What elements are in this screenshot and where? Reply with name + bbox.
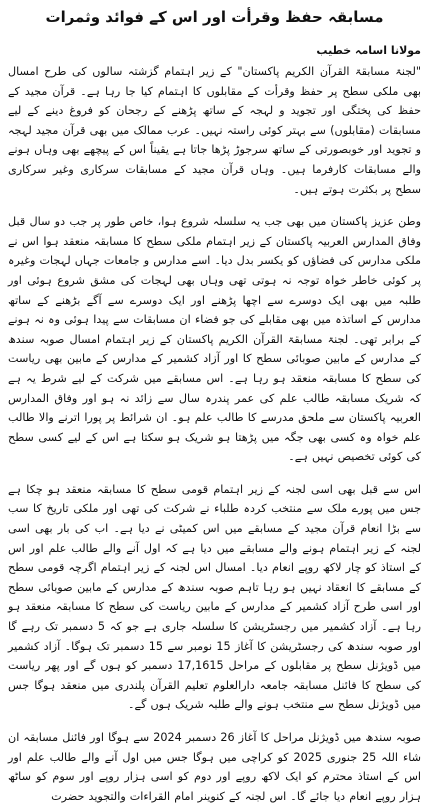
author-name: مولانا اسامہ خطیب [316, 44, 421, 57]
article-title: مسابقہ حفظ وقرأت اور اس کے فوائد وثمرات [45, 8, 384, 26]
paragraph-3: اس سے قبل بھی اسی لجنہ کے زیر اہتمام قومی سطح کا مسابقہ منعقد ہو چکا ہے جس میں پورے ملک سے منتخب کردہ طلباء نے شرکت کی تھی اور ملکی تاریخ کا سب سے بڑا انعام قرآن مجید کے مسابقے میں اس کمیٹی نے دیا ہے۔ اب کی بار بھی اسی لجنہ کے زیر اہتمام ہونے والے مسابقے میں دیا ہے کہ اول آنے والے طالب علم اور اس کے استاذ کو چار لاکھ روپے انعام دیا۔ امسال اس لجنہ کے زیر اہتمام اگرچہ قومی سطح کے مسابقے کا انعقاد نہیں ہو رہا تاہم صوبہ سندھ کے مدارس کے مابین صوبائی سطح اور اسی طرح آزاد کشمیر کے مدارس کے مابین ریاست کی سطح کا مسابقہ منعقد ہو رہا ہے۔ آزاد کشمیر میں رجسٹریشن کا سلسلہ جاری ہے جو کہ 5 دسمبر تک رہے گا اور صوبہ سندھ کی رجسٹریشن کا آغاز 15 نومبر سے 15 دسمبر تک ہوگا۔ آزاد کشمیر میں ڈویژنل سطح پر مقابلوں کے مراحل 17,1615 دسمبر کو ہوں گے اور پھر ریاست کی سطح کا فائنل مسابقہ جامعہ دارالعلوم تعلیم القرآن پلندری میں منعقد ہوگا جس میں ڈویژنل سطح سے منتخب ہونے والے طلبہ شریک ہوں گے۔ [8, 482, 421, 712]
paragraph-2: وطن عزیز پاکستان میں بھی جب یہ سلسلہ شروع ہوا، خاص طور پر جب دو سال قبل وفاق المدارس العربیہ پاکستان کے زیر اہتمام ملکی سطح کا مسابقہ منعقد ہوا اس نے ملکی مدارس کی فضاؤں کو یکسر بدل دیا۔ اسے مدارس و جامعات جہاں لہجات وغیرہ پر کوئی خاطر خواہ توجہ نہ ہوتی تھی وہاں بھی لہجات کی مشق شروع ہوئی اور طلبہ میں بھی ایک دوسرے سے اچھا پڑھنے اور ایک دوسرے سے آگے بڑھنے کے ساتھ مدارس کے اساتذہ میں بھی مقابلے کی جو فضاء ان مسابقات سے پیدا ہوئی وہ نہ ہونے کے برابر تھی۔ لجنۃ مسابقۃ القرآن الکریم پاکستان کے زیر اہتمام امسال صوبہ سندھ کے مدارس کے مابین صوبائی سطح کا اور آزاد کشمیر کے مدارس کے مابین بھی ریاست کی سطح کا مسابقہ منعقد ہو رہا ہے۔ اس مسابقے میں شرکت کے لیے شرط یہ ہے کہ شریک مسابقہ طالب علم کی عمر پندرہ سال سے زائد نہ ہو اور وفاق المدارس العربیہ پاکستان سے ملحق مدرسے کا طالب علم ہو۔ ان شرائط پر پورا اترنے والا طالب علم خواہ وہ کسی بھی جگہ میں پڑھتا ہو شریک ہو سکتا ہے اس کے لیے کسی سطح کی کوئی تخصیص نہیں ہے۔ [8, 215, 421, 464]
paragraph-1: "لجنۃ مسابقۃ القرآن الکریم پاکستان" کے زیر اہتمام گزشتہ سالوں کی طرح امسال بھی ملکی سطح پر حفظ وقرأت کے مقابلوں کا اہتمام کیا جا رہا ہے۔ قرآن مجید کے حفظ کی پختگی اور تجوید و لہجہ کے ساتھ پڑھنے کے رجحان کو فروغ دینے کے لیے مسابقات (مقابلوں) سے بہتر کوئی راستہ نہیں۔ عرب ممالک میں بھی قرآن مجید لہجہ و تجوید اور خوبصورتی کے ساتھ سرجوڑ پڑھا جاتا ہے یقیناً اس کے پیچھے بھی وہاں ہونے والے مسابقات کارفرما ہیں۔ وہاں قرآن مجید کے مسابقات سرکاری وغیر سرکاری سطح پر بکثرت ہوتے ہیں۔ [8, 65, 421, 196]
paragraph-4: صوبہ سندھ میں ڈویژنل مراحل کا آغاز 26 دسمبر 2024 سے ہوگا اور فائنل مسابقہ ان شاء اللہ 25 جنوری 2025 کو کراچی میں ہوگا جس میں اول آنے والے طالب علم اور اس کے استاذ محترم کو ایک لاکھ روپے اور دوم کو اسی ہزار روپے اور سوم کو ساٹھ ہزار روپے انعام دیا جائے گا۔ اس لجنہ کے کنوینر امام القراءات والتجوید حضرت [8, 731, 421, 803]
